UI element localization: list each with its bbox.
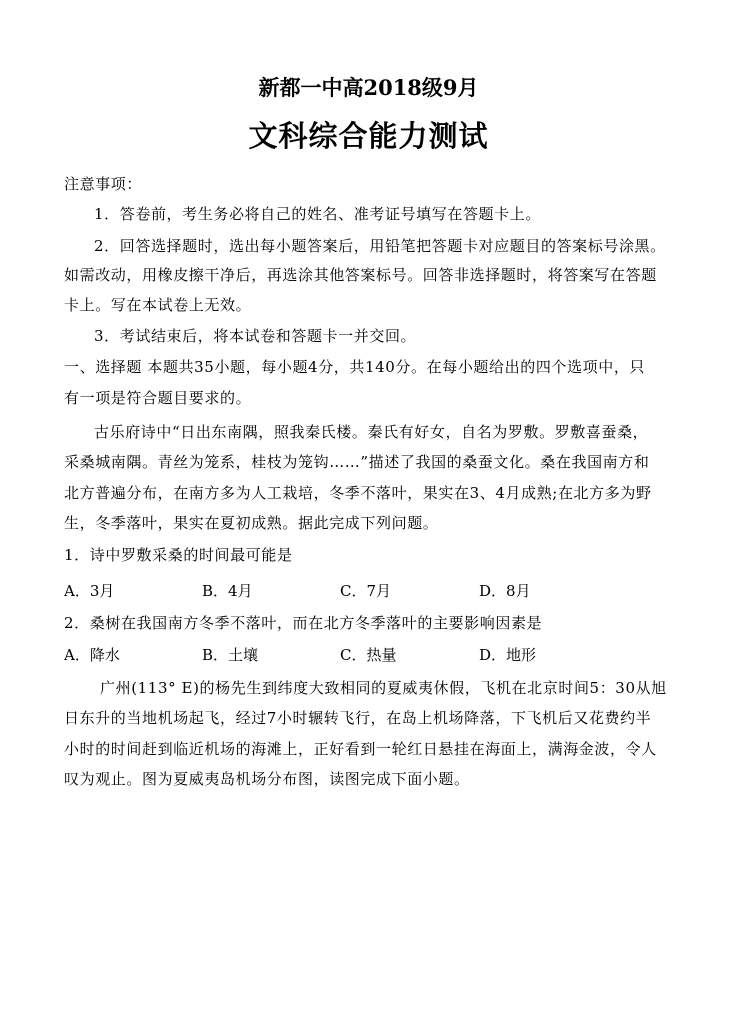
question-1-stem: 1．诗中罗敷采桑的时间最可能是: [64, 546, 293, 564]
question-1-options: [64, 580, 676, 602]
exam-school-title: 新都一中高2018级9月: [258, 75, 479, 100]
passage-1-line-3: 北方普遍分布，在南方多为人工栽培，冬季不落叶，果实在3、4月成熟;在北方多为野: [64, 484, 652, 502]
notice-item-2-line-3: 卡上。写在本试卷上无效。: [64, 296, 252, 314]
notice-item-1: 1．答卷前，考生务必将自己的姓名、准考证号填写在答题卡上。: [94, 205, 541, 223]
passage-2-line-2: 日东升的当地机场起飞，经过7小时辗转飞行，在岛上机场降落，下飞机后又花费约半: [64, 709, 652, 727]
question-2-stem: 2．桑树在我国南方冬季不落叶，而在北方冬季落叶的主要影响因素是: [64, 614, 543, 632]
passage-1-line-2: 采桑城南隅。青丝为笼系，桂枝为笼钩……”描述了我国的桑蚕文化。桑在我国南方和: [64, 453, 650, 471]
question-2-option-c: C．热量: [340, 646, 397, 664]
notice-heading: 注意事项：: [64, 175, 143, 193]
section-1-line-2: 有一项是符合题目要求的。: [64, 389, 252, 407]
question-2-option-b: B．土壤: [202, 646, 259, 664]
question-2-options: [64, 644, 676, 666]
notice-item-2-line-2: 如需改动，用橡皮擦干净后，再选涂其他答案标号。回答非选择题时，将答案写在答题: [64, 266, 657, 284]
passage-1-line-4: 生，冬季落叶，果实在夏初成熟。据此完成下列问题。: [64, 514, 439, 532]
passage-2-line-1: 广州(113° E)的杨先生到纬度大致相同的夏威夷休假，飞机在北京时间5：30从旭: [100, 679, 667, 697]
notice-item-3: 3．考试结束后，将本试卷和答题卡一并交回。: [94, 327, 417, 345]
exam-subject-title: 文科综合能力测试: [248, 119, 489, 153]
passage-2-line-4: 叹为观止。图为夏威夷岛机场分布图，读图完成下面小题。: [64, 770, 470, 788]
section-1-line-1: 一、选择题 本题共35小题，每小题4分，共140分。在每小题给出的四个选项中，只: [64, 358, 646, 376]
question-2-option-a: A．降水: [64, 646, 120, 664]
question-2-option-d: D．地形: [479, 646, 537, 664]
notice-item-2-line-1: 2．回答选择题时，选出每小题答案后，用铅笔把答题卡对应题目的答案标号涂黑。: [94, 237, 666, 255]
question-1-option-b: B．4月: [202, 582, 253, 600]
question-1-option-d: D．8月: [479, 582, 531, 600]
passage-1-line-1: 古乐府诗中“日出东南隅，照我秦氏楼。秦氏有好女，自名为罗敷。罗敷喜蚕桑，: [94, 423, 649, 441]
passage-2-line-3: 小时的时间赶到临近机场的海滩上，正好看到一轮红日悬挂在海面上，满海金波，令人: [64, 740, 657, 758]
question-1-option-a: A．3月: [64, 582, 115, 600]
question-1-option-c: C．7月: [340, 582, 392, 600]
